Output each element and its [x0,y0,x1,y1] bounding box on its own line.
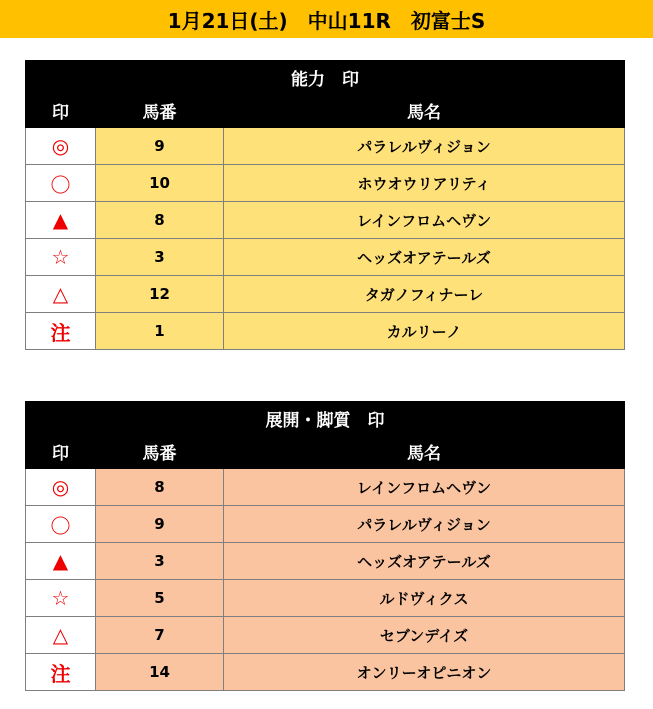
mark-cell: 注 [26,654,96,691]
horse-number-cell: 9 [96,128,224,165]
horse-number-cell: 8 [96,202,224,239]
horse-number-cell: 9 [96,506,224,543]
horse-name-cell: セブンデイズ [224,617,625,654]
horse-name-cell: ルドヴィクス [224,580,625,617]
horse-name-cell: パラレルヴィジョン [224,506,625,543]
horse-number-cell: 12 [96,276,224,313]
mark-cell: ◎ [26,469,96,506]
table-row [26,469,625,506]
table-row [26,617,625,654]
ability-table-title: 能力 印 [26,61,625,94]
table-row [26,276,625,313]
development-marks-table [25,401,625,691]
horse-number-cell: 10 [96,165,224,202]
horse-number-cell: 8 [96,469,224,506]
horse-number-cell: 3 [96,239,224,276]
horse-number-cell: 1 [96,313,224,350]
column-header-number: 馬番 [96,435,224,469]
horse-name-cell: ヘッズオアテールズ [224,239,625,276]
column-header-horse-name: 馬名 [224,94,625,128]
mark-cell: 〇 [26,165,96,202]
table-row [26,543,625,580]
horse-name-cell: カルリーノ [224,313,625,350]
table-row [26,239,625,276]
table-row [26,580,625,617]
table-row [26,165,625,202]
mark-cell: ◎ [26,128,96,165]
mark-cell: △ [26,617,96,654]
horse-name-cell: タガノフィナーレ [224,276,625,313]
horse-name-cell: レインフロムヘヴン [224,469,625,506]
horse-number-cell: 7 [96,617,224,654]
table-row [26,506,625,543]
table-row [26,128,625,165]
column-header-mark: 印 [26,435,96,469]
horse-number-cell: 14 [96,654,224,691]
column-header-mark: 印 [26,94,96,128]
horse-name-cell: オンリーオピニオン [224,654,625,691]
horse-name-cell: レインフロムヘヴン [224,202,625,239]
ability-marks-table [25,60,625,350]
horse-name-cell: ホウオウリアリティ [224,165,625,202]
column-header-number: 馬番 [96,94,224,128]
mark-cell: ☆ [26,580,96,617]
table-row [26,313,625,350]
mark-cell: ▲ [26,543,96,580]
mark-cell: ☆ [26,239,96,276]
horse-number-cell: 3 [96,543,224,580]
horse-name-cell: パラレルヴィジョン [224,128,625,165]
race-title: 1月21日(土) 中山11R 初富士S [167,8,486,33]
mark-cell: 注 [26,313,96,350]
development-table-title: 展開・脚質 印 [26,402,625,435]
mark-cell: △ [26,276,96,313]
horse-name-cell: ヘッズオアテールズ [224,543,625,580]
column-header-horse-name: 馬名 [224,435,625,469]
table-row [26,202,625,239]
mark-cell: ▲ [26,202,96,239]
mark-cell: 〇 [26,506,96,543]
horse-number-cell: 5 [96,580,224,617]
race-title-banner [0,0,653,38]
table-row [26,654,625,691]
